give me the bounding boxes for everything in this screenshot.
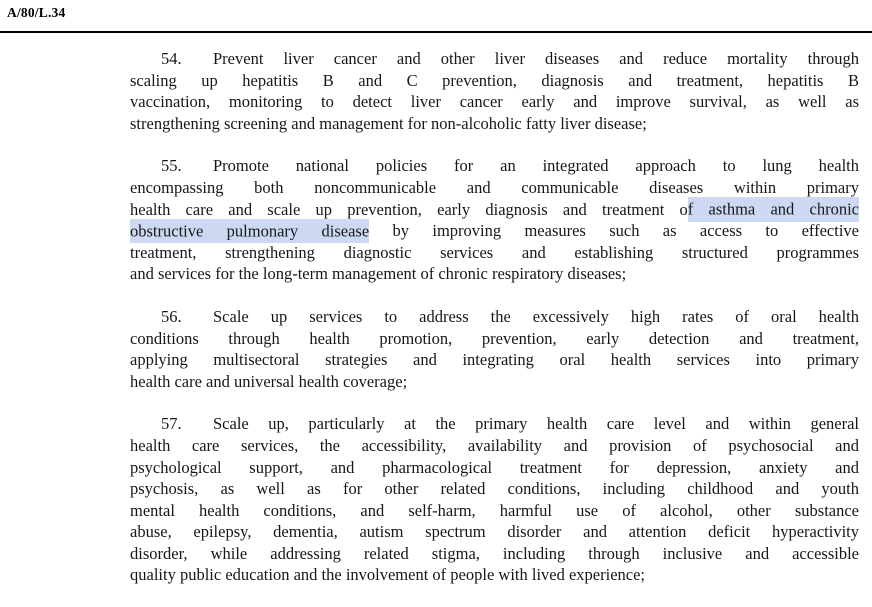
text-line — [130, 328, 859, 350]
text-segment: and services for the long-term management of chronic respiratory diseases; — [130, 264, 627, 284]
text-line — [130, 155, 859, 177]
text-segment: psychosis, as well as for other related conditions, including childhood and youth — [130, 479, 859, 499]
text-line — [130, 371, 859, 393]
text-segment: abuse, epilepsy, dementia, autism spectrum disorder and attention deficit hyperactivity — [130, 522, 859, 542]
text-segment: Prevent liver cancer and other liver diseases and reduce mortality through — [213, 49, 859, 68]
paragraph-number: 55. — [161, 156, 182, 176]
highlighted-text: obstructive pulmonary disease — [130, 219, 369, 244]
text-segment: mental health conditions, and self-harm, harmful use of alcohol, other substance — [130, 500, 859, 520]
text-line — [130, 413, 859, 435]
text-line — [130, 478, 859, 500]
text-segment: conditions through health promotion, prevention, early detection and treatment, — [130, 328, 859, 348]
text-line — [130, 263, 859, 285]
text-segment: encompassing both noncommunicable and communicable diseases within primary — [130, 177, 859, 197]
text-line — [130, 543, 859, 565]
text-line — [130, 199, 859, 221]
paragraph — [130, 413, 859, 586]
text-line — [130, 564, 859, 586]
text-segment: Scale up services to address the excessively high rates of oral health — [213, 306, 859, 326]
paragraph — [130, 155, 859, 285]
text-segment: Promote national policies for an integrated approach to lung health — [213, 156, 859, 176]
text-line — [130, 91, 859, 113]
text-segment: scaling up hepatitis B and C prevention, diagnosis and treatment, hepatitis B — [130, 70, 859, 90]
text-segment: psychological support, and pharmacological treatment for depression, anxiety and — [130, 457, 859, 477]
text-line — [130, 521, 859, 543]
text-line — [130, 113, 859, 135]
highlighted-text: f asthma and chronic — [688, 197, 859, 222]
text-segment: strengthening screening and management for non-alcoholic fatty liver disease; — [130, 113, 647, 133]
text-line — [130, 457, 859, 479]
text-line — [130, 48, 859, 70]
text-line — [130, 242, 859, 264]
text-segment: health care and scale up prevention, early diagnosis and treatment o — [130, 199, 688, 219]
text-segment: health care and universal health coverage; — [130, 371, 408, 391]
paragraph-number: 54. — [161, 49, 182, 68]
text-segment: vaccination, monitoring to detect liver cancer early and improve survival, as well as — [130, 92, 859, 112]
paragraph-number: 57. — [161, 414, 182, 434]
text-line — [130, 306, 859, 328]
text-segment: disorder, while addressing related stigma, including through inclusive and accessible — [130, 543, 859, 563]
paragraph — [130, 48, 859, 134]
text-line — [130, 349, 859, 371]
doc-symbol: A/80/L.34 — [7, 5, 66, 20]
paragraph-number: 56. — [161, 306, 182, 326]
text-line — [130, 177, 859, 199]
text-segment: applying multisectoral strategies and integrating oral health services into primary — [130, 350, 859, 370]
text-segment: quality public education and the involvement of people with lived experience; — [130, 565, 646, 585]
text-line — [130, 500, 859, 522]
text-segment: by improving measures such as access to effective — [369, 221, 859, 241]
text-line — [130, 435, 859, 457]
text-segment: treatment, strengthening diagnostic services and establishing structured programmes — [130, 242, 859, 262]
text-line — [130, 220, 859, 242]
text-line — [130, 70, 859, 92]
text-segment: Scale up, particularly at the primary health care level and within general — [213, 414, 859, 434]
header-rule — [0, 31, 872, 33]
text-segment: health care services, the accessibility, availability and provision of psychosocial and — [130, 435, 859, 455]
paragraphs — [130, 48, 859, 607]
paragraph — [130, 306, 859, 392]
